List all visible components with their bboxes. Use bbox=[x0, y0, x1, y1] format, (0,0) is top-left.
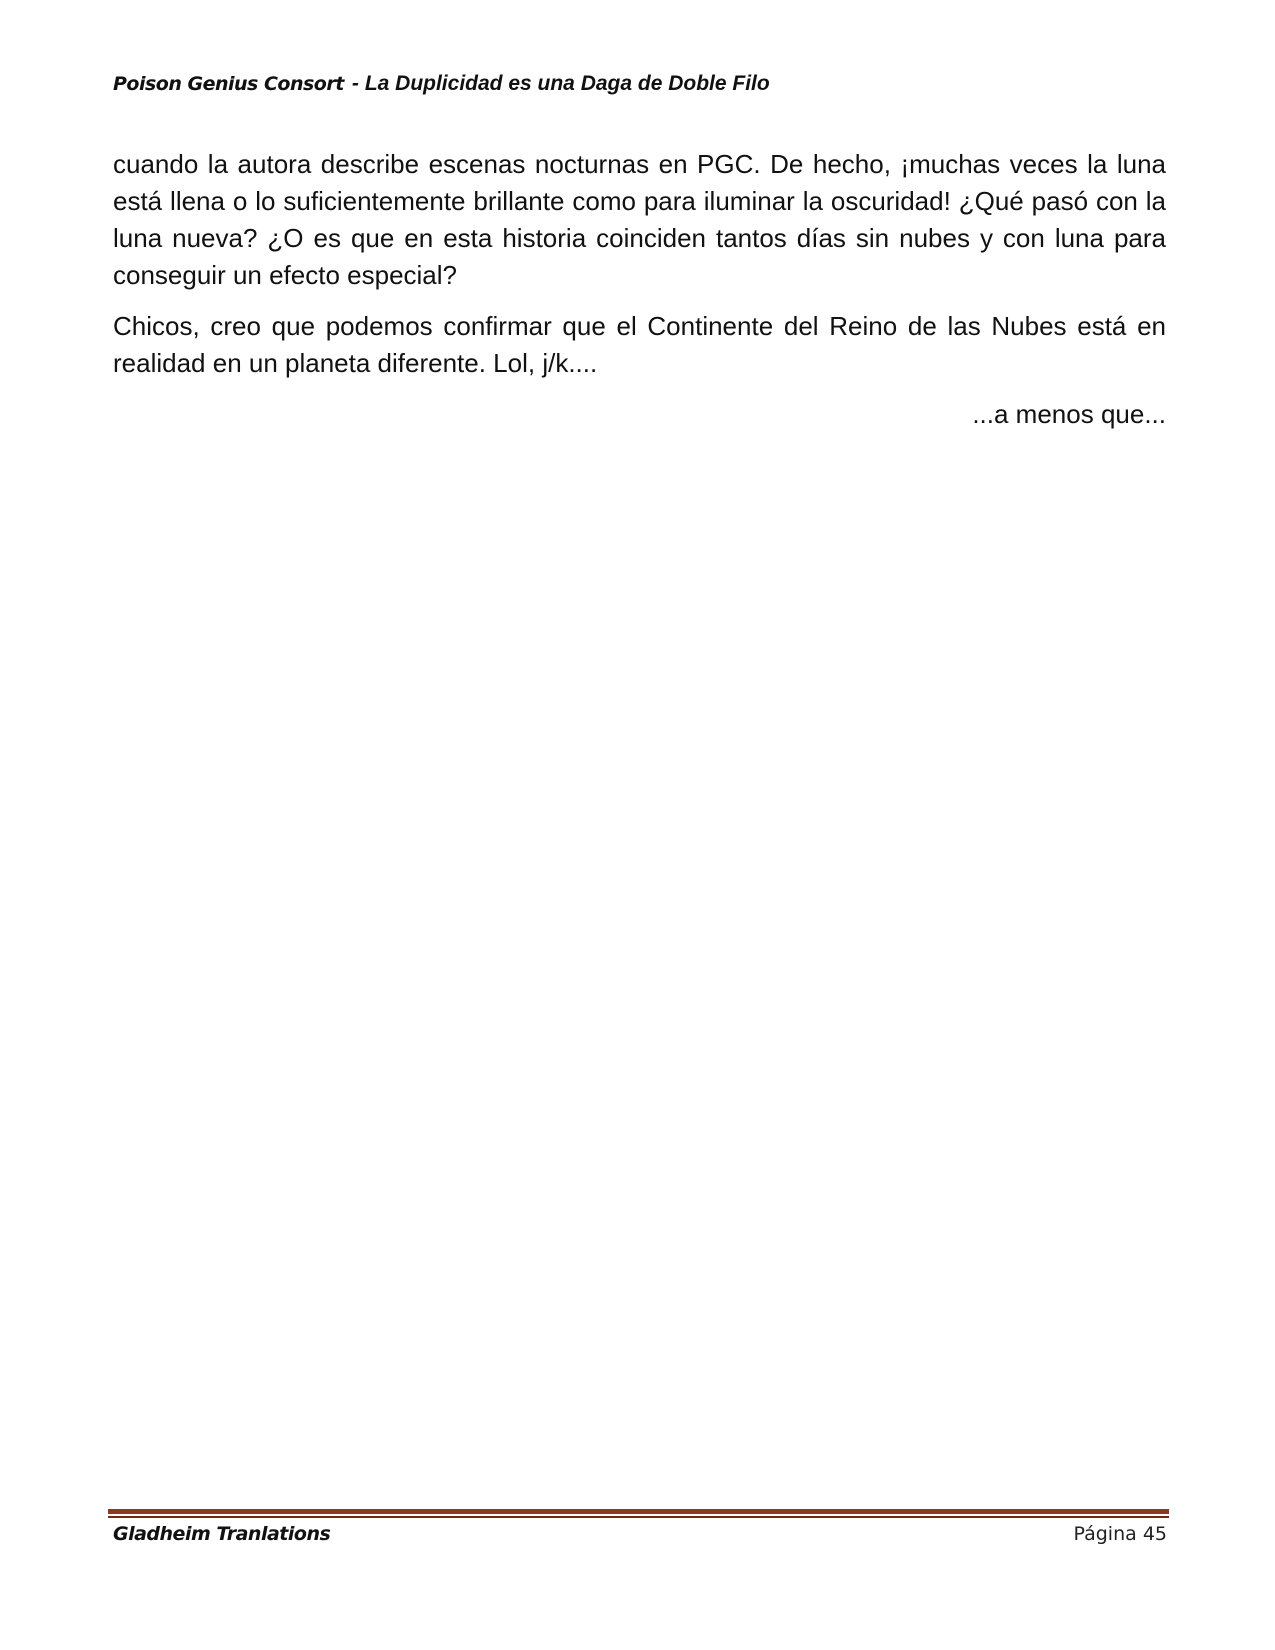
header-chapter-title: La Duplicidad es una Daga de Doble Filo bbox=[364, 72, 770, 95]
footer-divider-thick bbox=[108, 1509, 1169, 1514]
paragraph-closing: ...a menos que... bbox=[972, 399, 1166, 429]
footer-divider-thin bbox=[108, 1516, 1169, 1518]
body-text bbox=[113, 146, 1166, 447]
paragraph-2: Chicos, creo que podemos confirmar que el Continente del Reino de las Nubes está en realidad en un planeta diferente. Lol, j/k.... bbox=[113, 311, 1166, 378]
footer-page-number bbox=[1073, 1523, 1167, 1545]
paragraph-1: cuando la autora describe escenas nocturnas en PGC. De hecho, ¡muchas veces la luna está llena o lo suficientemente brillante como para iluminar la oscuridad! ¿Qué pasó con la luna nueva? ¿O es que en esta historia coinciden tantos días sin nubes y con luna para conseguir un efecto especial? bbox=[113, 149, 1166, 290]
page-number: 45 bbox=[1142, 1523, 1167, 1545]
page-label: Página bbox=[1073, 1523, 1137, 1545]
footer-publisher: Gladheim Tranlations bbox=[113, 1523, 331, 1545]
header-separator: - bbox=[351, 72, 359, 95]
header-series-name: Poison Genius Consort bbox=[113, 73, 344, 95]
running-header bbox=[113, 72, 770, 96]
footer-divider bbox=[108, 1509, 1169, 1518]
